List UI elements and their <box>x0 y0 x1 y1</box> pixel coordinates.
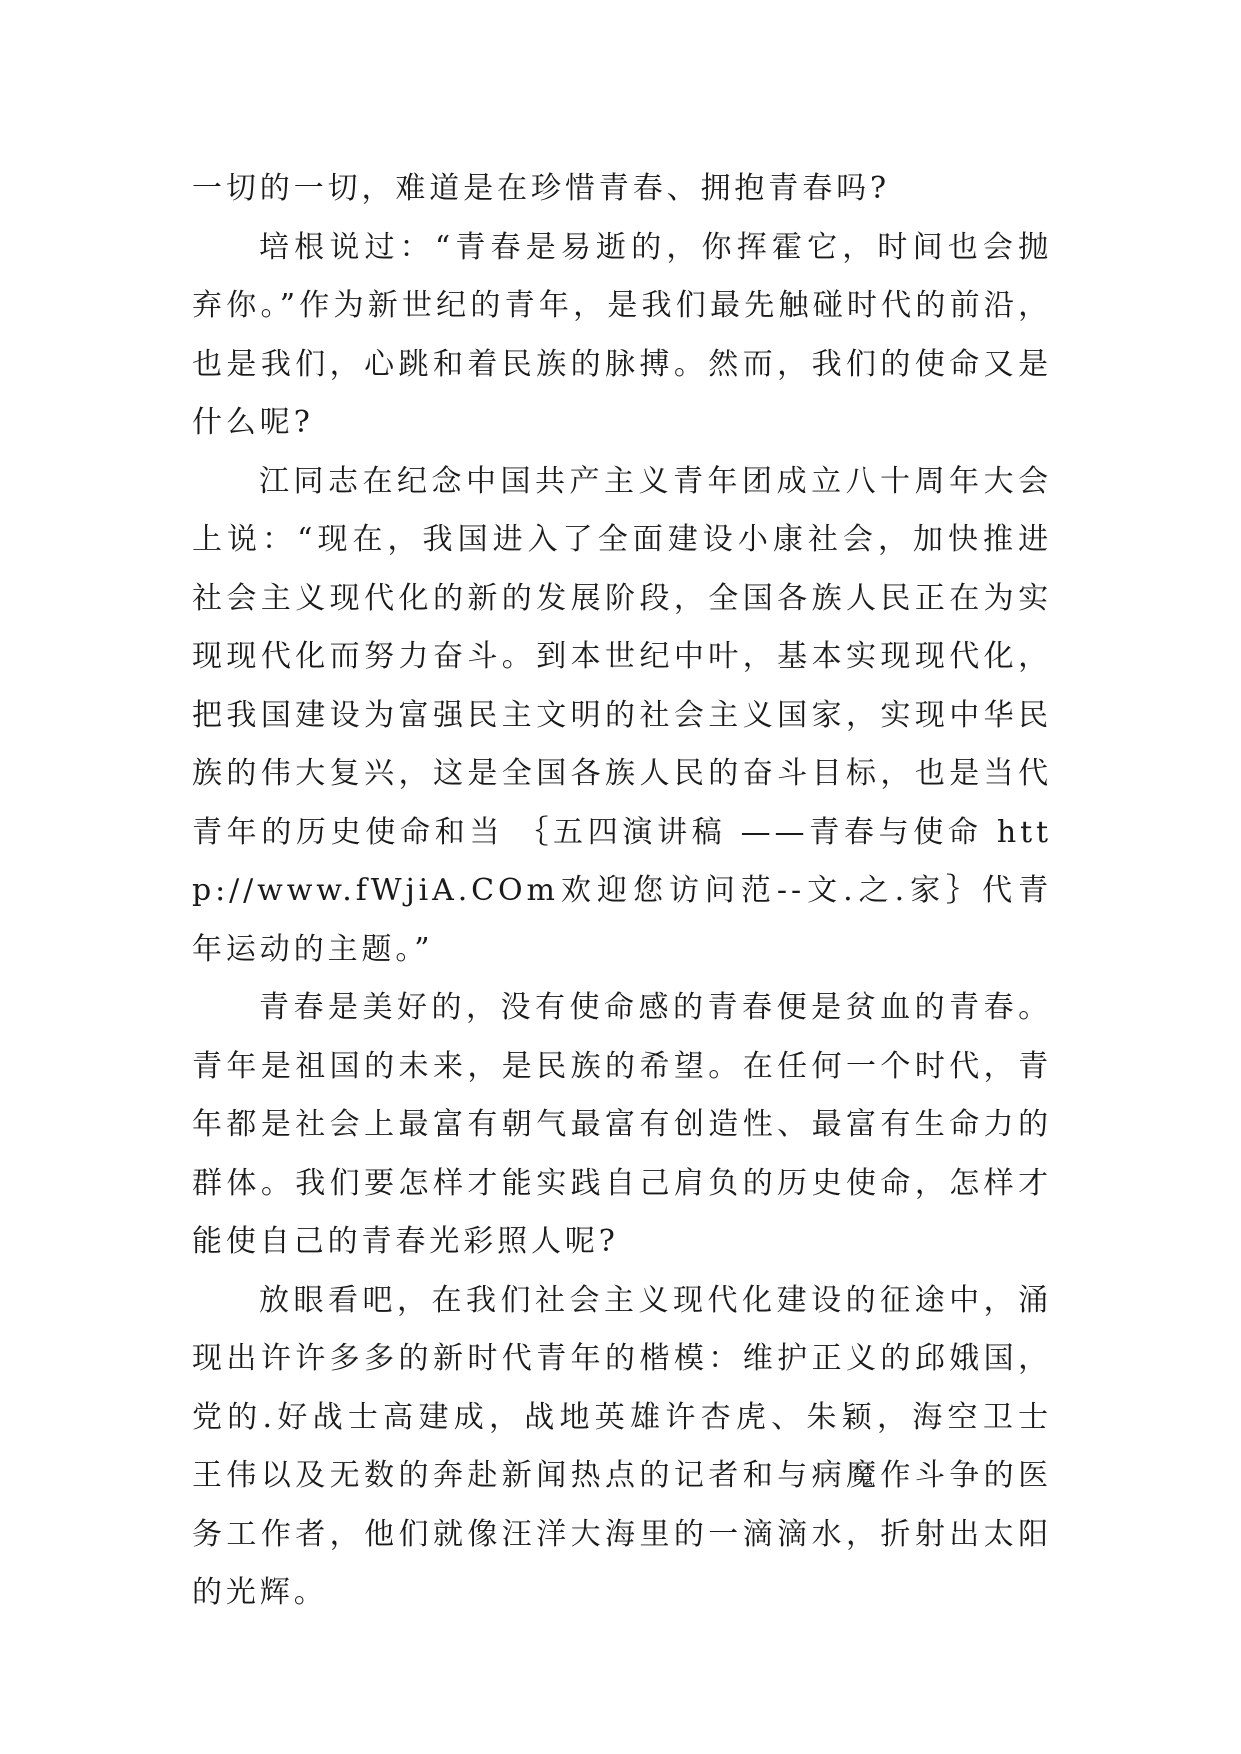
body-text <box>192 160 1052 1623</box>
paragraph-4: 青春是美好的，没有使命感的青春便是贫血的青春。青年是祖国的未来，是民族的希望。在任何一个时代，青年都是社会上最富有朝气最富有创造性、最富有生命力的群体。我们要怎样才能实践自己肩负的历史使命，怎样才能使自己的青春光彩照人呢? <box>192 990 1052 1259</box>
paragraph-3: 江同志在纪念中国共产主义青年团成立八十周年大会上说：“现在，我国进入了全面建设小康社会，加快推进社会主义现代化的新的发展阶段，全国各族人民正在为实现现代化而努力奋斗。到本世纪中叶，基本实现现代化，把我国建设为富强民主文明的社会主义国家，实现中华民族的伟大复兴，这是全国各族人民的奋斗目标，也是当代青年的历史使命和当 ｛五四演讲稿 ——青春与使命 http://www.fWjiA.COm欢迎您访问范--文.之.家｝代青年运动的主题。” <box>192 463 1052 967</box>
paragraph-1: 一切的一切，难道是在珍惜青春、拥抱青春吗? <box>192 171 890 206</box>
paragraph-2: 培根说过：“青春是易逝的，你挥霍它，时间也会抛弃你。”作为新世纪的青年，是我们最先触碰时代的前沿，也是我们，心跳和着民族的脉搏。然而，我们的使命又是什么呢? <box>192 229 1052 440</box>
paragraph-5: 放眼看吧，在我们社会主义现代化建设的征途中，涌现出许许多多的新时代青年的楷模：维护正义的邱娥国，党的.好战士高建成，战地英雄许杏虎、朱颖，海空卫士王伟以及无数的奔赴新闻热点的记者和与病魔作斗争的医务工作者，他们就像汪洋大海里的一滴滴水，折射出太阳的光辉。 <box>192 1282 1052 1610</box>
